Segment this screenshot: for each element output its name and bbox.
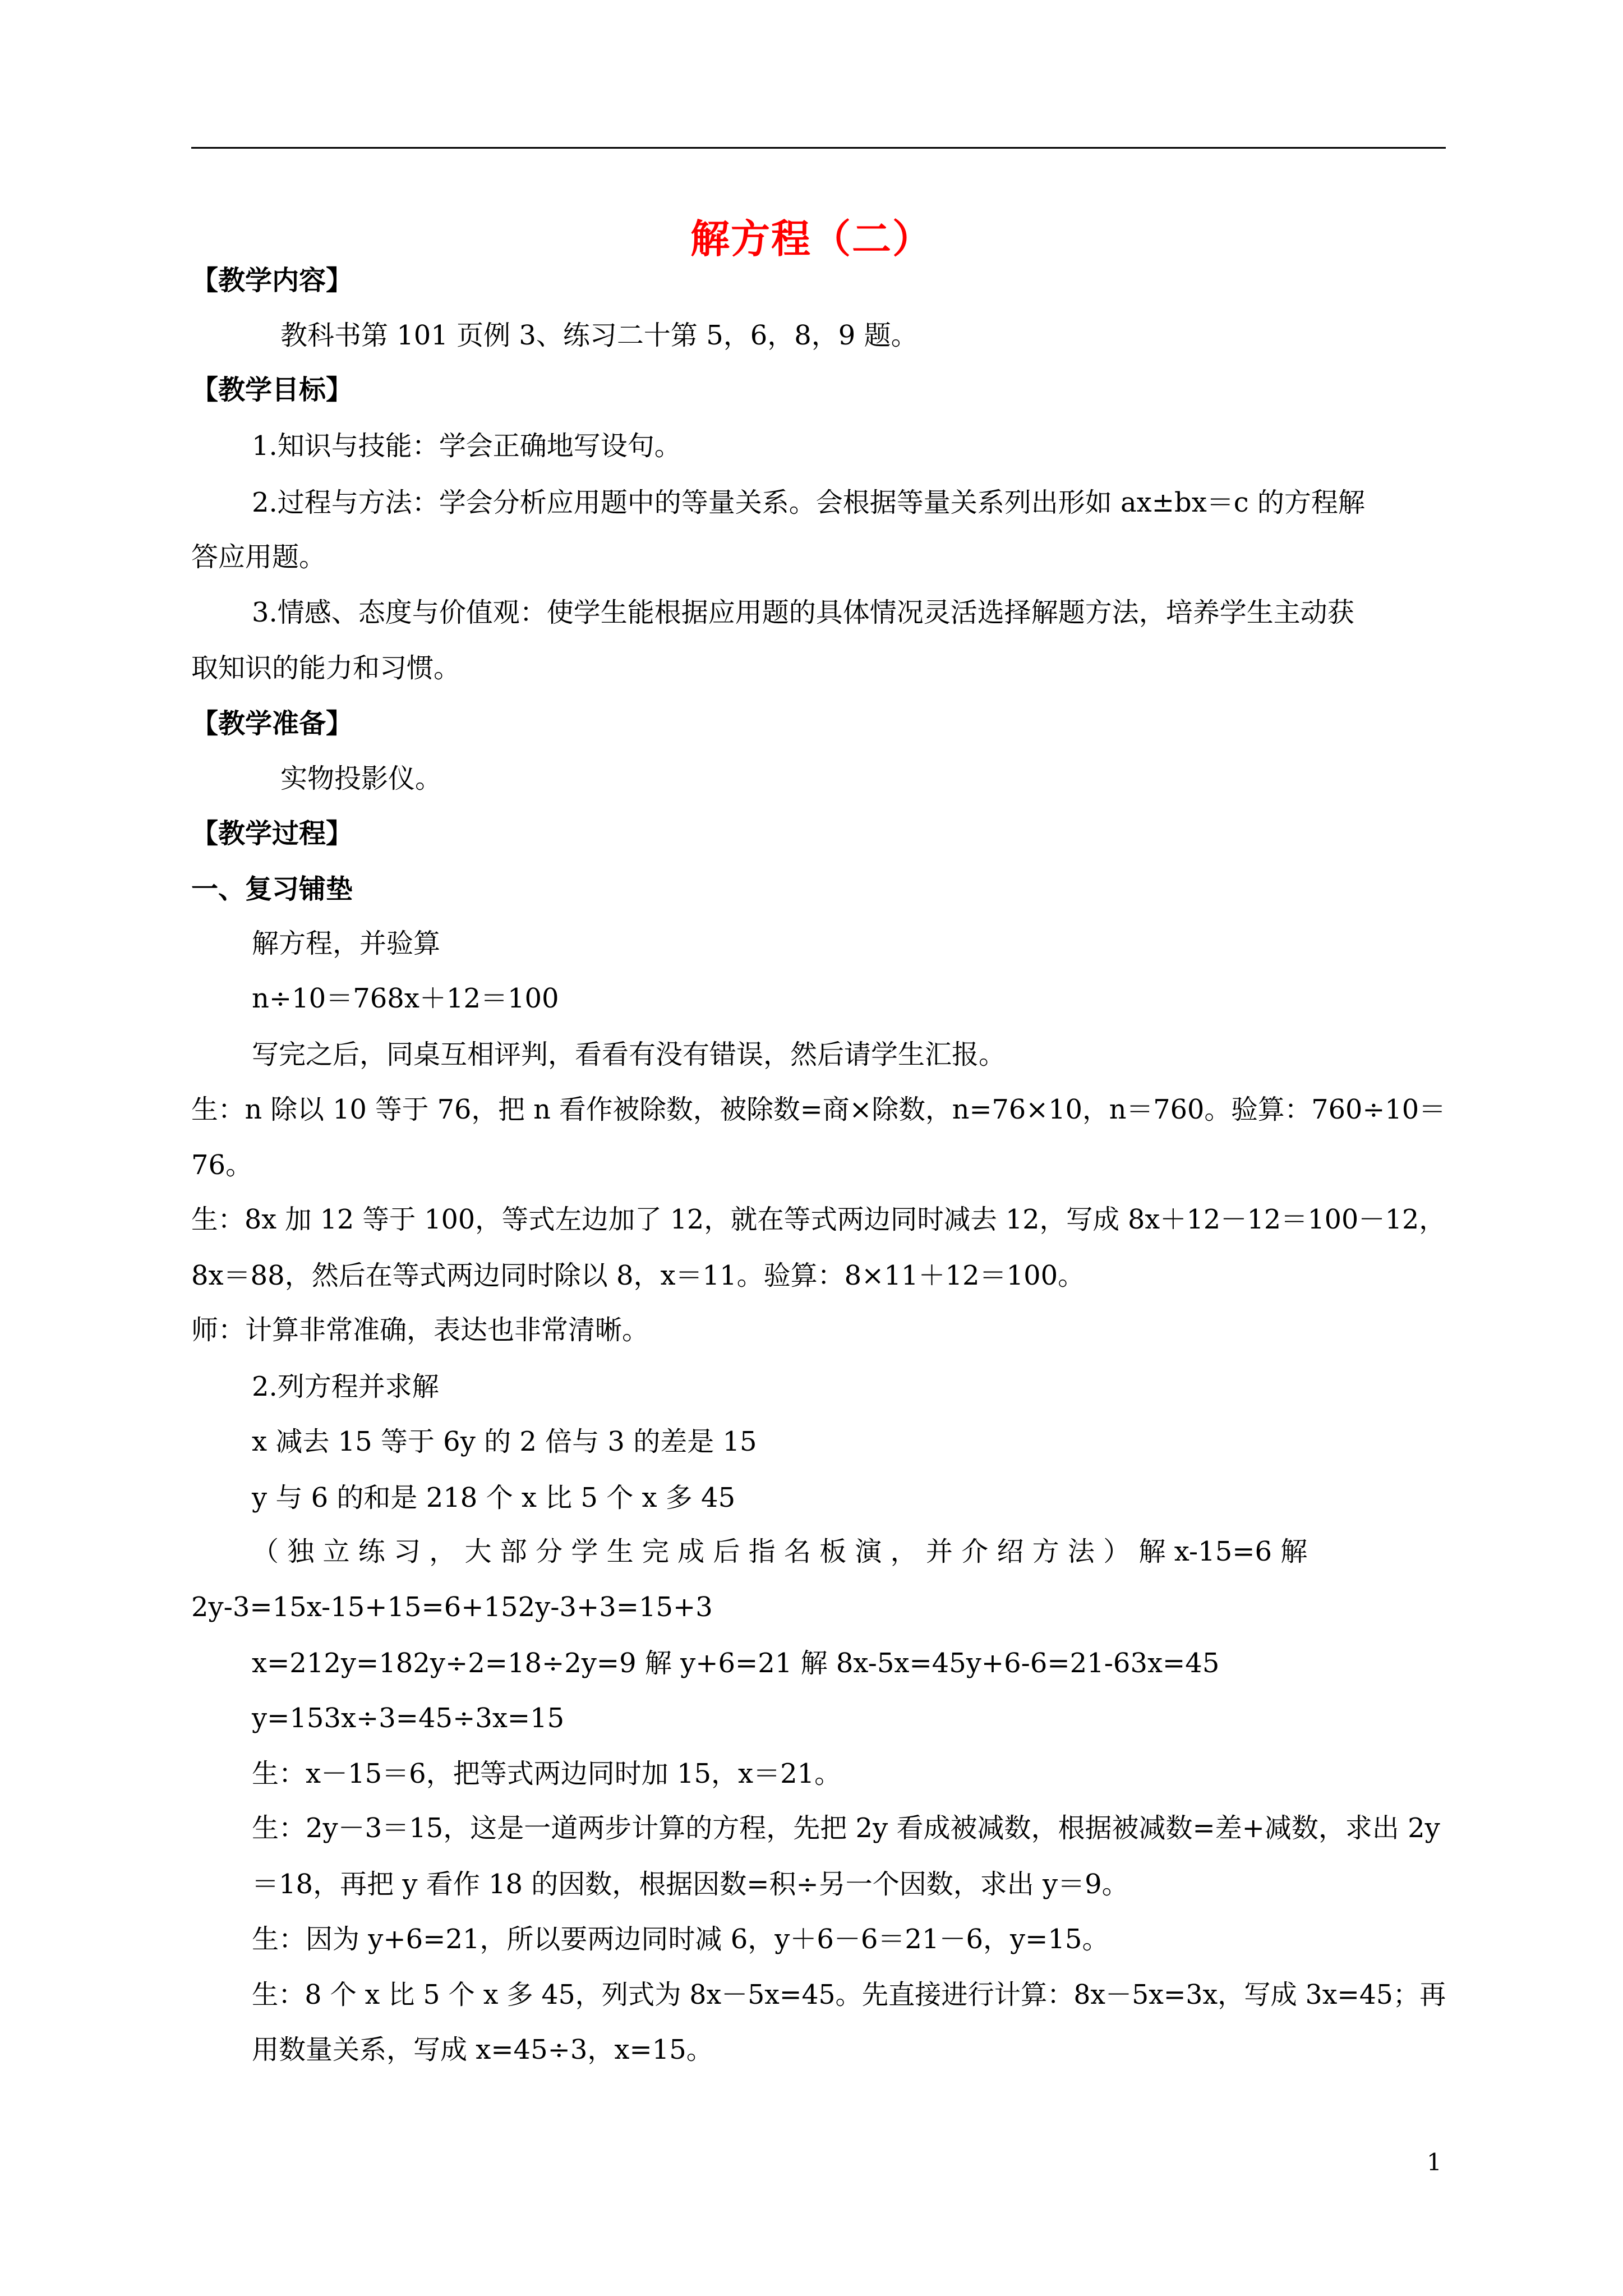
body-line: 生：因为 y+6=21，所以要两边同时减 6，y＋6－6＝21－6，y=15。 (252, 1924, 1109, 1955)
body-line: 解方程，并验算 (252, 928, 441, 959)
section-heading: 【教学内容】 (191, 265, 353, 296)
body-line: 用数量关系，写成 x=45÷3，x=15。 (252, 2034, 713, 2065)
header-rule (191, 147, 1446, 149)
body-line: 实物投影仪。 (280, 763, 442, 794)
body-line: x=212y=182y÷2=18÷2y=9 解 y+6=21 解 8x-5x=45y+6-6=21-63x=45 (252, 1648, 1220, 1679)
body-line: 生：2y－3＝15，这是一道两步计算的方程，先把 2y 看成被减数，根据被减数=差+减数，求出 2y (252, 1812, 1440, 1844)
body-line: y=153x÷3=45÷3x=15 (252, 1703, 565, 1734)
body-line: y 与 6 的和是 218 个 x 比 5 个 x 多 45 (252, 1482, 736, 1513)
body-line: 生：8x 加 12 等于 100，等式左边加了 12，就在等式两边同时减去 12，写成 8x＋12－12＝100－12， (191, 1204, 1446, 1235)
body-line: 生：x－15＝6，把等式两边同时加 15，x＝21。 (252, 1758, 842, 1789)
section-heading: 【教学过程】 (191, 818, 353, 849)
body-line: 生：8 个 x 比 5 个 x 多 45，列式为 8x－5x=45。先直接进行计算：8x－5x=3x，写成 3x=45；再 (252, 1979, 1446, 2010)
section-heading: 【教学准备】 (191, 708, 353, 739)
body-line: 1.知识与技能：学会正确地写设句。 (252, 430, 681, 462)
body-line: n÷10＝768x＋12＝100 (252, 983, 559, 1014)
body-line: 76。 (191, 1149, 253, 1181)
body-line: 教科书第 101 页例 3、练习二十第 5，6，8，9 题。 (280, 320, 918, 351)
body-line: 2y-3=15x-15+15=6+152y-3+3=15+3 (191, 1591, 713, 1623)
body-line: 生：n 除以 10 等于 76，把 n 看作被除数，被除数=商×除数，n=76×10，n＝760。验算：760÷10＝ (191, 1094, 1446, 1125)
section-heading: 【教学目标】 (191, 374, 353, 406)
body-line: 取知识的能力和习惯。 (191, 652, 461, 684)
body-line: 师：计算非常准确，表达也非常清晰。 (191, 1314, 649, 1346)
page-number: 1 (1427, 2148, 1442, 2176)
body-line: 2.列方程并求解 (252, 1371, 439, 1402)
document-title: 解方程（二） (690, 215, 933, 262)
body-line: ＝18，再把 y 看作 18 的因数，根据因数=积÷另一个因数，求出 y＝9。 (252, 1869, 1129, 1900)
body-line: 3.情感、态度与价值观：使学生能根据应用题的具体情况灵活选择解题方法，培养学生主动获 (252, 597, 1354, 628)
body-line: 答应用题。 (191, 541, 326, 573)
body-line: x 减去 15 等于 6y 的 2 倍与 3 的差是 15 (252, 1426, 757, 1457)
body-line: 8x＝88，然后在等式两边同时除以 8，x＝11。验算：8×11＋12＝100。 (191, 1260, 1085, 1291)
body-line: 2.过程与方法：学会分析应用题中的等量关系。会根据等量关系列出形如 ax±bx＝c 的方程解 (252, 487, 1365, 518)
section-heading: 一、复习铺垫 (191, 873, 353, 905)
body-line: 写完之后，同桌互相评判，看看有没有错误，然后请学生汇报。 (252, 1039, 1006, 1070)
body-line: （ 独 立 练 习 ， 大 部 分 学 生 完 成 后 指 名 板 演 ， 并 介 绍 方 法 ） 解 x-15=6 解 (252, 1536, 1308, 1567)
